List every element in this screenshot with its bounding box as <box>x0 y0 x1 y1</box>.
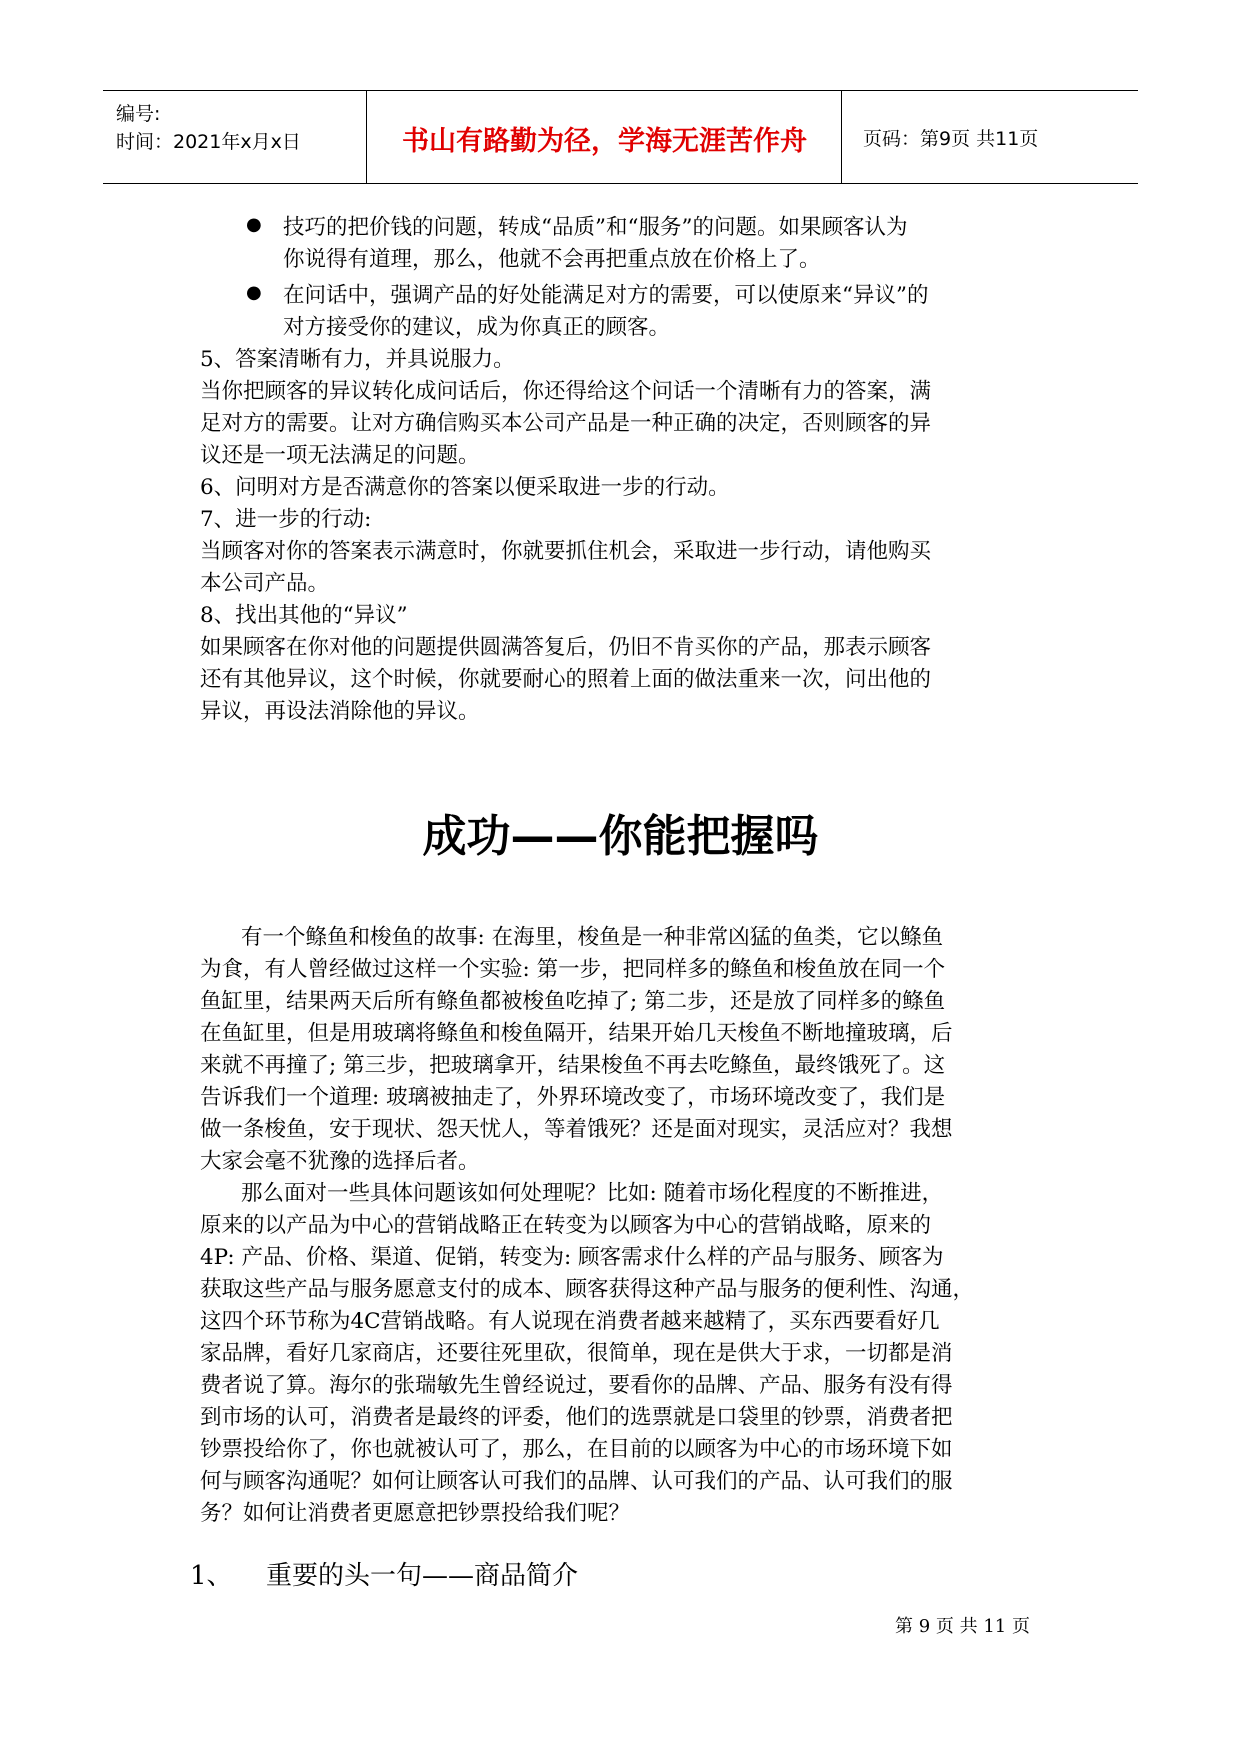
body-line: 当你把顾客的异议转化成问话后，你还得给这个问话一个清晰有力的答案，满 <box>200 379 932 404</box>
body-line: 如果顾客在你对他的问题提供圆满答复后，仍旧不肯买你的产品，那表示顾客 <box>200 635 932 660</box>
body-line: 在鱼缸里，但是用玻璃将鲦鱼和梭鱼隔开，结果开始几天梭鱼不断地撞玻璃，后 <box>200 1021 953 1046</box>
section-title: 重要的头一句——商品简介 <box>266 1561 579 1591</box>
header-left-cell <box>103 91 367 183</box>
body-line: 何与顾客沟通呢？如何让顾客认可我们的品牌、认可我们的产品、认可我们的服 <box>200 1469 953 1494</box>
document-number-label: 编号: <box>116 103 161 125</box>
body-line: 务？如何让消费者更愿意把钞票投给我们呢？ <box>200 1501 631 1526</box>
body-line: 6、问明对方是否满意你的答案以便采取进一步的行动。 <box>200 475 730 500</box>
body-line: 费者说了算。海尔的张瑞敏先生曾经说过，要看你的品牌、产品、服务有没有得 <box>200 1373 953 1398</box>
body-line: 在问话中，强调产品的好处能满足对方的需要，可以使原来“异议”的 <box>283 283 929 308</box>
body-line: 还有其他异议，这个时候，你就要耐心的照着上面的做法重来一次，问出他的 <box>200 667 932 692</box>
document-time-label: 时间：2021年x月x日 <box>116 131 301 153</box>
body-line: 异议，再设法消除他的异议。 <box>200 699 480 724</box>
body-line: 你说得有道理，那么，他就不会再把重点放在价格上了。 <box>283 247 821 272</box>
header-middle-cell <box>368 91 842 183</box>
page-footer: 第 9 页 共 11 页 <box>895 1616 1030 1637</box>
body-line: 到市场的认可，消费者是最终的评委，他们的选票就是口袋里的钞票，消费者把 <box>200 1405 953 1430</box>
bullet-dot: ● <box>246 282 262 303</box>
body-line: 有一个鲦鱼和梭鱼的故事: 在海里，梭鱼是一种非常凶猛的鱼类，它以鲦鱼 <box>241 925 944 950</box>
header-motto: 书山有路勤为径，学海无涯苦作舟 <box>402 126 807 157</box>
body-line: 为食，有人曾经做过这样一个实验: 第一步，把同样多的鲦鱼和梭鱼放在同一个 <box>200 957 946 982</box>
body-line: 技巧的把价钱的问题，转成“品质”和“服务”的问题。如果顾客认为 <box>283 215 908 240</box>
body-line: 家品牌，看好几家商店，还要往死里砍，很简单，现在是供大于求，一切都是消 <box>200 1341 953 1366</box>
section-heading <box>190 1555 578 1592</box>
body-line: 告诉我们一个道理: 玻璃被抽走了，外界环境改变了，市场环境改变了，我们是 <box>200 1085 946 1110</box>
body-line: 对方接受你的建议，成为你真正的顾客。 <box>283 315 671 340</box>
body-line: 大家会毫不犹豫的选择后者。 <box>200 1149 480 1174</box>
body-line: 7、进一步的行动: <box>200 507 372 532</box>
page-header <box>103 90 1138 184</box>
section-number: 1、 <box>190 1561 233 1591</box>
body-line: 原来的以产品为中心的营销战略正在转变为以顾客为中心的营销战略，原来的 <box>200 1213 932 1238</box>
header-right-cell <box>843 91 1138 183</box>
bullet-dot: ● <box>246 214 262 235</box>
body-line: 5、答案清晰有力，并具说服力。 <box>200 347 515 372</box>
body-line: 这四个环节称为4C营销战略。有人说现在消费者越来越精了，买东西要看好几 <box>200 1309 940 1334</box>
body-line: 本公司产品。 <box>200 571 330 596</box>
body-line: 4P: 产品、价格、渠道、促销，转变为: 顾客需求什么样的产品与服务、顾客为 <box>200 1245 944 1270</box>
body-line: 来就不再撞了; 第三步，把玻璃拿开，结果梭鱼不再去吃鲦鱼，最终饿死了。这 <box>200 1053 946 1078</box>
body-line: 议还是一项无法满足的问题。 <box>200 443 480 468</box>
header-page-number: 页码：第9页 共11页 <box>863 128 1039 150</box>
article-title: 成功——你能把握吗 <box>422 811 819 862</box>
body-line: 做一条梭鱼，安于现状、怨天忧人，等着饿死？还是面对现实，灵活应对？我想 <box>200 1117 953 1142</box>
body-line: 足对方的需要。让对方确信购买本公司产品是一种正确的决定，否则顾客的异 <box>200 411 932 436</box>
body-line: 获取这些产品与服务愿意支付的成本、顾客获得这种产品与服务的便利性、沟通， <box>200 1277 975 1302</box>
body-line: 鱼缸里，结果两天后所有鲦鱼都被梭鱼吃掉了; 第二步，还是放了同样多的鲦鱼 <box>200 989 946 1014</box>
body-line: 钞票投给你了，你也就被认可了，那么，在目前的以顾客为中心的市场环境下如 <box>200 1437 953 1462</box>
body-line: 8、找出其他的“异议” <box>200 603 408 628</box>
body-line: 当顾客对你的答案表示满意时，你就要抓住机会，采取进一步行动，请他购买 <box>200 539 932 564</box>
body-line: 那么面对一些具体问题该如何处理呢？比如: 随着市场化程度的不断推进， <box>241 1181 944 1206</box>
